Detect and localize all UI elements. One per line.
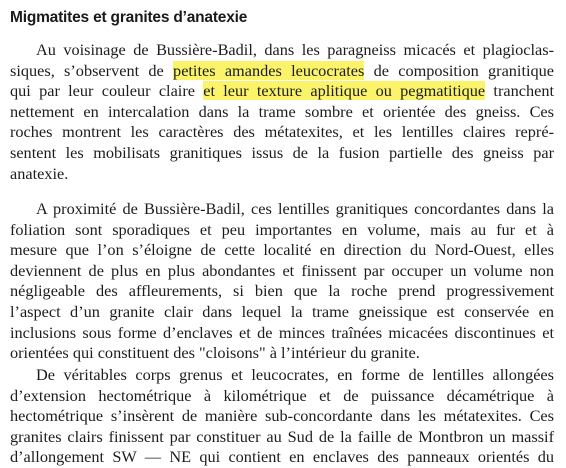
section-heading: Migmatites et granites d’anatexie	[10, 9, 248, 26]
highlighted-text[interactable]: et leur texture aplitique ou pegmatitique	[203, 81, 486, 101]
paragraph-3	[10, 365, 554, 468]
paragraph-2	[10, 199, 554, 364]
paragraph-line: hectométrique s’insèrent de manière sub-concordante dans les métatexites. Ces	[10, 406, 554, 426]
paragraph-line: d’extension hectométrique à kilométrique et de puissance décamétrique à	[10, 385, 554, 405]
paragraph-line: sentent les mobilisats granitiques issus de la fusion partielle des gneiss par	[10, 142, 554, 162]
paragraph-line: deviennent de plus en plus abondantes et finissent par occuper un volume non	[10, 260, 554, 280]
paragraph-line: granites clairs finissent par constituer au Sud de la faille de Montbron un massif	[10, 426, 554, 446]
line-text: siques, s’observent de	[10, 60, 174, 80]
paragraph-line	[10, 61, 554, 82]
paragraph-line: l’aspect d’un granite clair dans lequel la trame gneissique est conservée en	[10, 301, 554, 321]
paragraph-line: orientées qui constituent des "cloisons" à l’intérieur du granite.	[10, 343, 420, 363]
paragraph-1	[10, 40, 554, 184]
paragraph-line: nettement en intercalation dans la trame sombre et orientée des gneiss. Ces	[10, 101, 554, 121]
line-text: tranchent	[485, 81, 554, 101]
paragraph-line: mesure que l’on s’éloigne de cette localité en direction du Nord-Ouest, elles	[10, 240, 554, 260]
highlighted-text[interactable]: petites amandes leucocrates	[173, 60, 365, 80]
paragraph-line: A proximité de Bussière-Badil, ces lentilles granitiques concordantes dans la	[36, 199, 554, 218]
line-text: de composition granitique	[364, 60, 555, 80]
line-text: qui par leur couleur claire	[10, 81, 204, 101]
paragraph-line: négligeable des affleurements, si bien que la roche prend progressivement	[10, 281, 554, 301]
paragraph-line: d’allongement SW — NE qui contient en enclaves des panneaux orientés du	[10, 447, 554, 467]
paragraph-line: anatexie.	[10, 163, 69, 183]
paragraph-line	[10, 81, 554, 102]
paragraph-line: foliation sont sporadiques et peu importantes en volume, mais au fur et à	[10, 219, 554, 239]
paragraph-line: Au voisinage de Bussière-Badil, dans les paragneiss micacés et plagioclas-	[36, 40, 554, 59]
paragraph-line: roches montrent les caractères des métatexites, et les lentilles claires repré-	[10, 122, 554, 142]
paragraph-line: inclusions sous forme d’enclaves et de minces traînées micacées discontinues et	[10, 322, 554, 342]
paragraph-line: De véritables corps grenus et leucocrates, en forme de lentilles allongées	[36, 365, 554, 384]
